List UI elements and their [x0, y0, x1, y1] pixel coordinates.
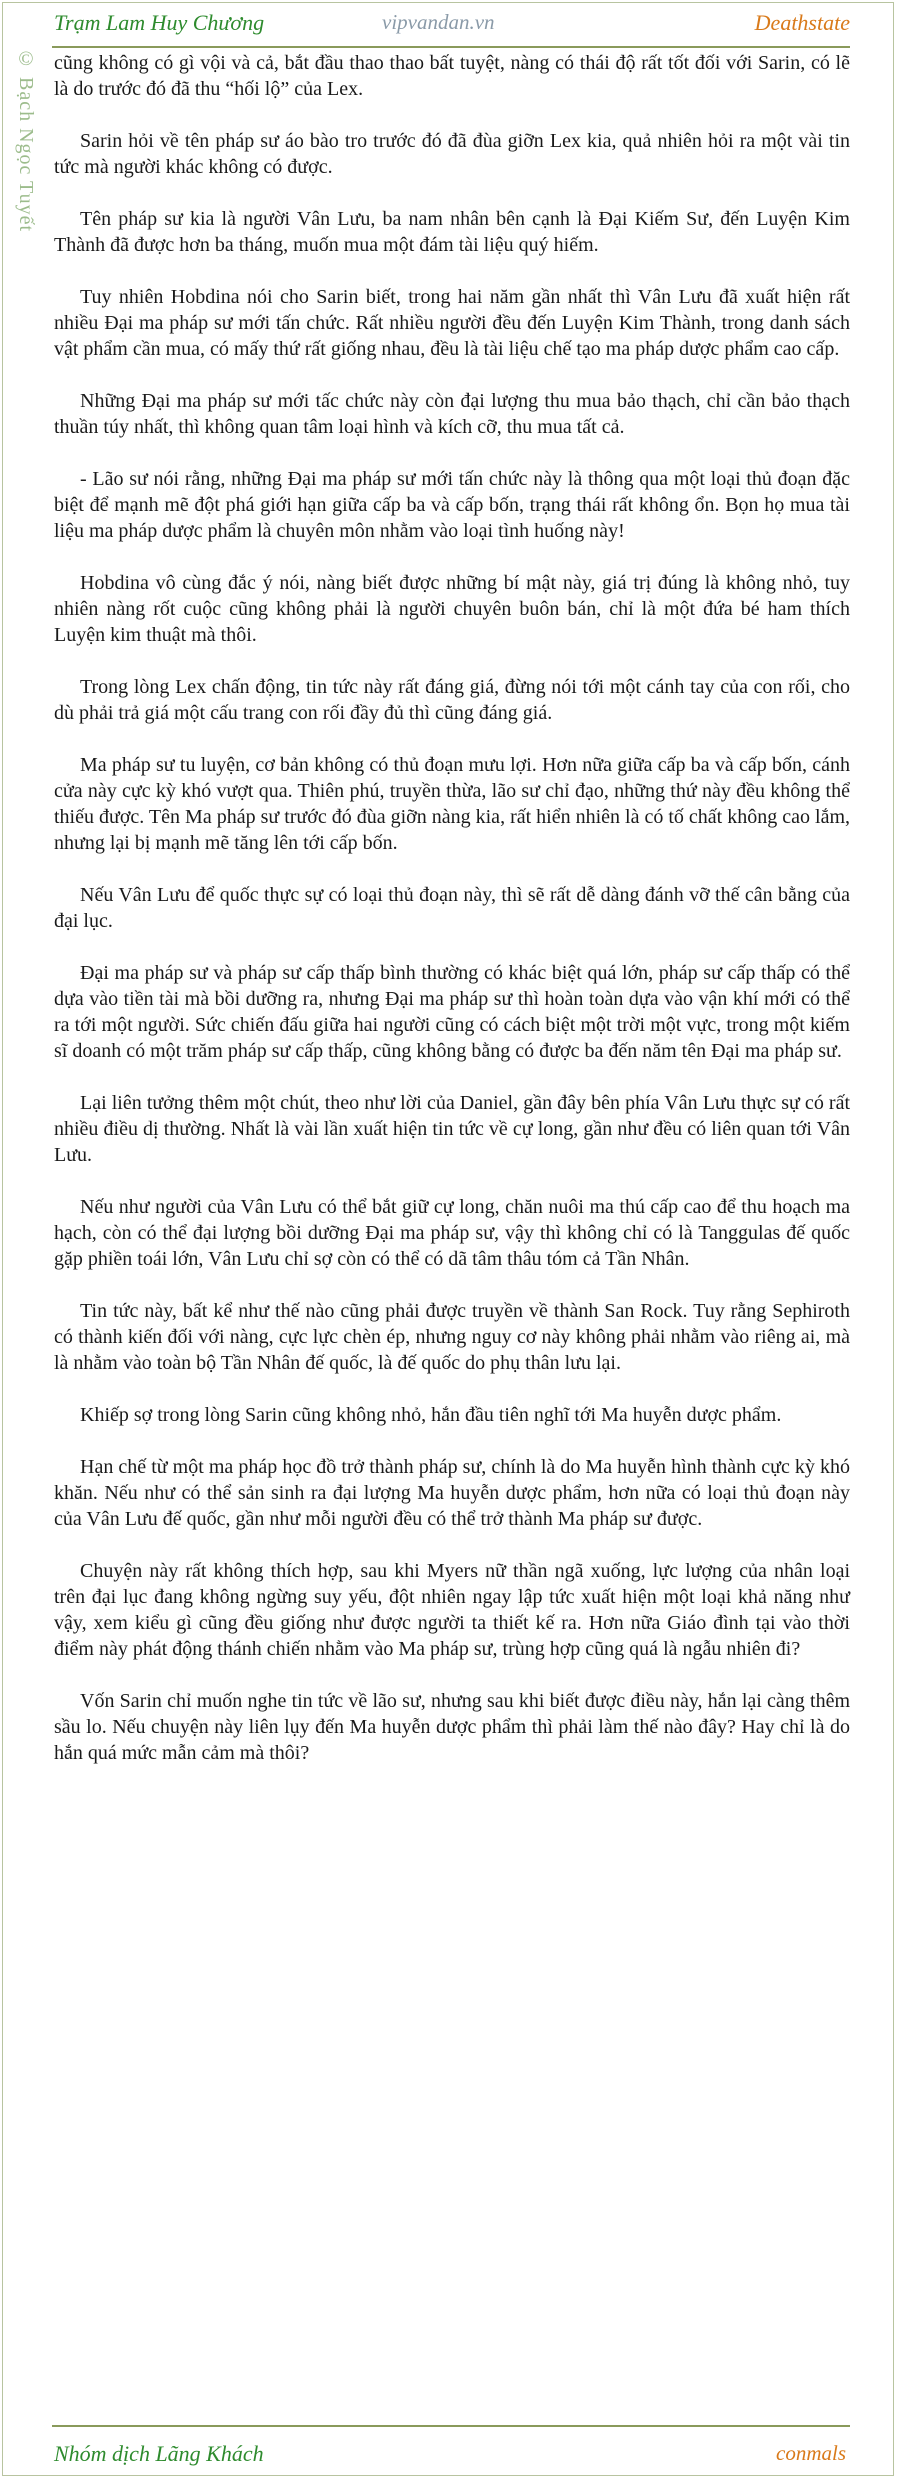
- paragraph: Hobdina vô cùng đắc ý nói, nàng biết được những bí mật này, giá trị đúng là không nhỏ, tuy nhiên nàng rốt cuộc cũng không phải là người chuyên buôn bán, chỉ là một đứa bé ham thích Luyện kim thuật mà thôi.: [54, 572, 850, 646]
- paragraph: Đại ma pháp sư và pháp sư cấp thấp bình thường có khác biệt quá lớn, pháp sư cấp thấp có thể dựa vào tiền tài mà bồi dưỡng ra, nhưng Đại ma pháp sư thì hoàn toàn dựa vào vận khí mới có thể ra tới một người. Sức chiến đấu giữa hai người cũng có cách biệt một trời một vực, trong một kiếm sĩ doanh có một trăm pháp sư cấp thấp, cũng không bằng có được ba đến năm tên Đại ma pháp sư.: [54, 962, 850, 1062]
- paragraph: Tuy nhiên Hobdina nói cho Sarin biết, trong hai năm gần nhất thì Vân Lưu đã xuất hiện rất nhiều Đại ma pháp sư mới tấn chức. Rất nhiều người đều đến Luyện Kim Thành, trong danh sách vật phẩm cần mua, có mấy thứ rất giống nhau, đều là tài liệu chế tạo ma pháp dược phẩm cao cấp.: [54, 286, 850, 360]
- copyright-watermark: © Bạch Ngọc Tuyết: [15, 48, 37, 232]
- paragraph: Ma pháp sư tu luyện, cơ bản không có thủ đoạn mưu lợi. Hơn nữa giữa cấp ba và cấp bốn, cánh cửa này cực kỳ khó vượt qua. Thiên phú, truyền thừa, lão sư chỉ đạo, những thứ này đều không thể thiếu được. Tên Ma pháp sư trước đó đùa giỡn nàng kia, rất hiển nhiên là có tố chất không cao lắm, nhưng lại bị mạnh mẽ tăng lên tới cấp bốn.: [54, 754, 850, 854]
- paragraph: Chuyện này rất không thích hợp, sau khi Myers nữ thần ngã xuống, lực lượng của nhân loại trên đại lục đang không ngừng suy yếu, đột nhiên ngay lập tức xuất hiện một loại khả năng như vậy, xem kiểu gì cũng đều giống như được người ta thiết kế ra. Hơn nữa Giáo đình tại vào thời điểm này phát động thánh chiến nhằm vào Ma pháp sư, trùng hợp cũng quá là ngẫu nhiên đi?: [54, 1560, 850, 1660]
- header-translator: Deathstate: [754, 10, 850, 35]
- footer-editor: conmals: [776, 2441, 846, 2465]
- paragraph: Lại liên tưởng thêm một chút, theo như lời của Daniel, gần đây bên phía Vân Lưu thực sự có rất nhiều điều dị thường. Nhất là vài lần xuất hiện tin tức về cự long, gần như đều có liên quan tới Vân Lưu.: [54, 1092, 850, 1166]
- paragraph: Trong lòng Lex chấn động, tin tức này rất đáng giá, đừng nói tới một cánh tay của con rối, cho dù phải trả giá một cấu trang con rối đầy đủ thì cũng đáng giá.: [54, 676, 850, 724]
- paragraph: Những Đại ma pháp sư mới tấc chức này còn đại lượng thu mua bảo thạch, chỉ cần bảo thạch thuần túy nhất, thì không quan tâm loại hình và kích cỡ, thu mua tất cả.: [54, 390, 850, 438]
- chapter-body: [54, 50, 850, 1792]
- footer-translation-group: Nhóm dịch Lãng Khách: [54, 2441, 264, 2466]
- paragraph: Vốn Sarin chỉ muốn nghe tin tức về lão sư, nhưng sau khi biết được điều này, hắn lại càng thêm sầu lo. Nếu chuyện này liên lụy đến Ma huyễn dược phẩm thì phải làm thế nào đây? Hay chỉ là do hắn quá mức mẫn cảm mà thôi?: [54, 1690, 850, 1764]
- paragraph: Hạn chế từ một ma pháp học đồ trở thành pháp sư, chính là do Ma huyễn hình thành cực kỳ khó khăn. Nếu như có thể sản sinh ra đại lượng Ma huyễn dược phẩm, hơn nữa có loại thủ đoạn này của Vân Lưu đế quốc, gần như mỗi người đều có thể trở thành Ma pháp sư được.: [54, 1456, 850, 1530]
- header-group-name: Trạm Lam Huy Chương: [54, 10, 265, 35]
- paragraph: cũng không có gì vội và cả, bắt đầu thao thao bất tuyệt, nàng có thái độ rất tốt đối với Sarin, có lẽ là do trước đó đã thu “hối lộ” của Lex.: [54, 52, 850, 100]
- paragraph: Sarin hỏi về tên pháp sư áo bào tro trước đó đã đùa giỡn Lex kia, quả nhiên hỏi ra một vài tin tức mà người khác không có được.: [54, 130, 850, 178]
- paragraph: Tin tức này, bất kể như thế nào cũng phải được truyền về thành San Rock. Tuy rằng Sephiroth có thành kiến đối với nàng, cực lực chèn ép, nhưng nguy cơ này không phải nhằm vào riêng ai, mà là nhằm vào toàn bộ Tần Nhân đế quốc, là đế quốc do phụ thân lưu lại.: [54, 1300, 850, 1374]
- page-footer: [52, 2425, 850, 2477]
- paragraph: Tên pháp sư kia là người Vân Lưu, ba nam nhân bên cạnh là Đại Kiếm Sư, đến Luyện Kim Thành đã được hơn ba tháng, muốn mua một đám tài liệu quý hiếm.: [54, 208, 850, 256]
- header-site: vipvandan.vn: [382, 10, 495, 34]
- paragraph: Nếu như người của Vân Lưu có thể bắt giữ cự long, chăn nuôi ma thú cấp cao để thu hoạch ma hạch, còn có thể đại lượng bồi dưỡng Đại ma pháp sư, vậy thì không chỉ có là Tanggulas đế quốc gặp phiền toái lớn, Vân Lưu chỉ sợ còn có thể có dã tâm thâu tóm cả Tần Nhân.: [54, 1196, 850, 1270]
- paragraph: Khiếp sợ trong lòng Sarin cũng không nhỏ, hắn đầu tiên nghĩ tới Ma huyễn dược phẩm.: [80, 1404, 782, 1426]
- paragraph: - Lão sư nói rằng, những Đại ma pháp sư mới tấn chức này là thông qua một loại thủ đoạn đặc biệt để mạnh mẽ đột phá giới hạn giữa cấp ba và cấp bốn, trạng thái rất không ổn. Bọn họ mua tài liệu ma pháp dược phẩm là chuyên môn nhằm vào loại tình huống này!: [54, 468, 850, 542]
- page-header: [52, 0, 850, 48]
- paragraph: Nếu Vân Lưu để quốc thực sự có loại thủ đoạn này, thì sẽ rất dễ dàng đánh vỡ thế cân bằng của đại lục.: [54, 884, 850, 932]
